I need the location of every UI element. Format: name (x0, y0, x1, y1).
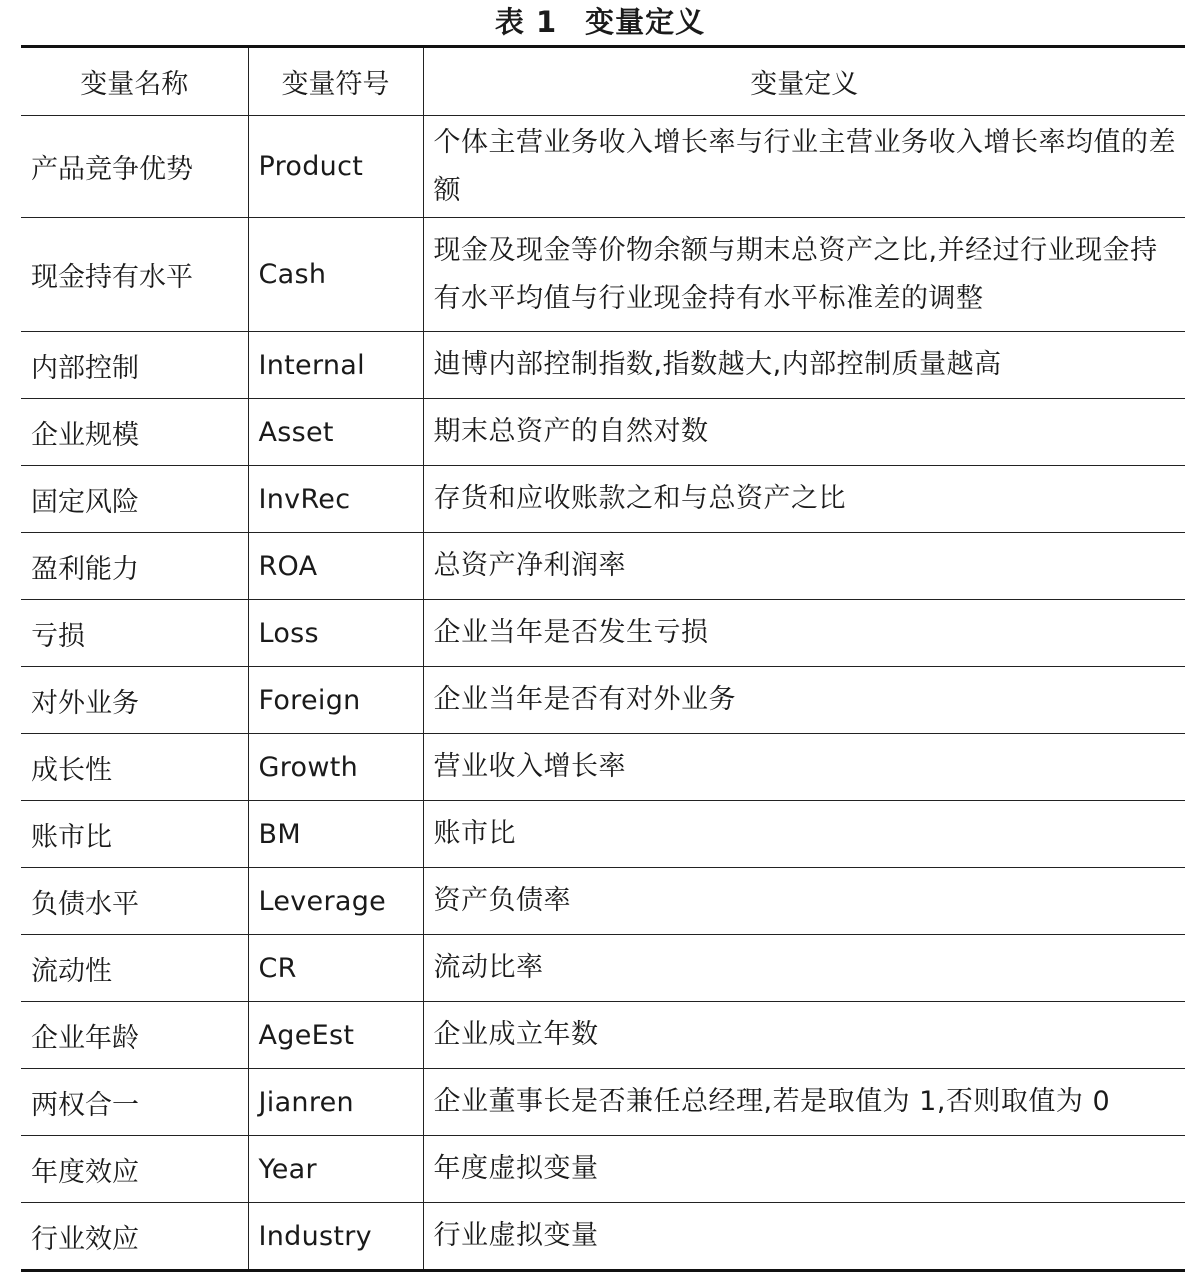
variable-definition: 企业当年是否发生亏损 (423, 600, 1185, 667)
variable-symbol: Internal (248, 332, 423, 399)
variable-symbol: AgeEst (248, 1002, 423, 1069)
variable-definition: 期末总资产的自然对数 (423, 399, 1185, 466)
variable-definition: 存货和应收账款之和与总资产之比 (423, 466, 1185, 533)
table-row (21, 868, 1185, 935)
variable-definition: 行业虚拟变量 (423, 1203, 1185, 1271)
variable-symbol: Asset (248, 399, 423, 466)
variable-definition-table (21, 45, 1185, 1272)
variable-definition: 年度虚拟变量 (423, 1136, 1185, 1203)
table-number: 表 1 (494, 5, 558, 39)
variable-symbol: Cash (248, 218, 423, 332)
table-row (21, 466, 1185, 533)
variable-definition: 企业当年是否有对外业务 (423, 667, 1185, 734)
variable-name: 固定风险 (21, 466, 248, 533)
header-variable-symbol: 变量符号 (248, 47, 423, 116)
header-row (21, 47, 1185, 116)
table-row (21, 218, 1185, 332)
variable-name: 盈利能力 (21, 533, 248, 600)
variable-name: 亏损 (21, 600, 248, 667)
variable-name: 成长性 (21, 734, 248, 801)
table-title: 变量定义 (585, 5, 706, 39)
table-row (21, 734, 1185, 801)
table-row (21, 116, 1185, 218)
variable-symbol: BM (248, 801, 423, 868)
variable-name: 年度效应 (21, 1136, 248, 1203)
variable-definition: 企业成立年数 (423, 1002, 1185, 1069)
variable-symbol: Product (248, 116, 423, 218)
variable-symbol: CR (248, 935, 423, 1002)
variable-definition: 账市比 (423, 801, 1185, 868)
variable-name: 内部控制 (21, 332, 248, 399)
table-row (21, 600, 1185, 667)
variable-name: 企业规模 (21, 399, 248, 466)
table-row (21, 399, 1185, 466)
table-row (21, 1136, 1185, 1203)
table-caption (0, 0, 1200, 44)
variable-name: 账市比 (21, 801, 248, 868)
variable-definition: 总资产净利润率 (423, 533, 1185, 600)
table-row (21, 533, 1185, 600)
header-variable-definition: 变量定义 (423, 47, 1185, 116)
variable-symbol: InvRec (248, 466, 423, 533)
table-row (21, 801, 1185, 868)
table-row (21, 1002, 1185, 1069)
table-row (21, 332, 1185, 399)
variable-name: 对外业务 (21, 667, 248, 734)
variable-definition: 现金及现金等价物余额与期末总资产之比,并经过行业现金持有水平均值与行业现金持有水平标准差的调整 (423, 218, 1185, 332)
variable-name: 企业年龄 (21, 1002, 248, 1069)
variable-name: 产品竞争优势 (21, 116, 248, 218)
table-row (21, 1069, 1185, 1136)
variable-definition: 流动比率 (423, 935, 1185, 1002)
table-row (21, 935, 1185, 1002)
variable-definition: 营业收入增长率 (423, 734, 1185, 801)
variable-name: 两权合一 (21, 1069, 248, 1136)
variable-name: 现金持有水平 (21, 218, 248, 332)
table-row (21, 667, 1185, 734)
variable-definition: 个体主营业务收入增长率与行业主营业务收入增长率均值的差额 (423, 116, 1185, 218)
variable-symbol: Growth (248, 734, 423, 801)
variable-name: 流动性 (21, 935, 248, 1002)
variable-symbol: Industry (248, 1203, 423, 1271)
table-row (21, 1203, 1185, 1271)
variable-name: 行业效应 (21, 1203, 248, 1271)
variable-symbol: Foreign (248, 667, 423, 734)
variable-definition: 资产负债率 (423, 868, 1185, 935)
header-variable-name: 变量名称 (21, 47, 248, 116)
variable-symbol: ROA (248, 533, 423, 600)
variable-symbol: Leverage (248, 868, 423, 935)
variable-definition: 迪博内部控制指数,指数越大,内部控制质量越高 (423, 332, 1185, 399)
variable-symbol: Year (248, 1136, 423, 1203)
variable-definition: 企业董事长是否兼任总经理,若是取值为 1,否则取值为 0 (423, 1069, 1185, 1136)
variable-name: 负债水平 (21, 868, 248, 935)
variable-symbol: Loss (248, 600, 423, 667)
variable-symbol: Jianren (248, 1069, 423, 1136)
